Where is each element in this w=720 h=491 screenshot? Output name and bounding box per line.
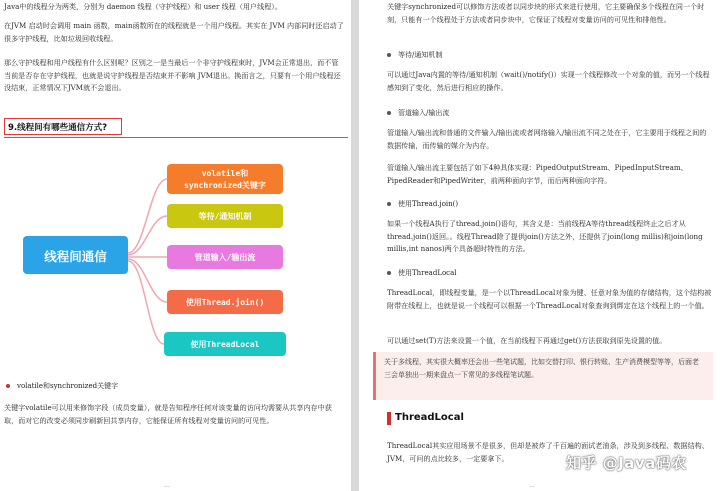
right-page-number: ...	[529, 482, 535, 489]
mindmap-center-label: 线程间通信	[44, 249, 107, 264]
bullet-volatile-label: volatile和synchronized关键字	[17, 382, 119, 390]
heading-accent-bar	[387, 412, 391, 425]
paragraph-thread-types: Java中的线程分为两类，分别为 daemon 线程（守护线程）和 user 线程（用户线程）。	[4, 2, 282, 11]
mindmap-node-wait-notify-label: 等待/通知机制	[198, 212, 252, 221]
bullet-volatile	[6, 381, 118, 392]
bullet-join	[387, 199, 458, 210]
bullet-threadlocal-label: 使用ThreadLocal	[398, 269, 457, 277]
bullet-pipe	[387, 108, 449, 119]
paragraph-jvm-startup: 在JVM 启动时会调用 main 函数，main函数所在的线程就是一个用户线程。其实在 JVM 内部同时还启动了很多守护线程，比如垃圾回收线程。	[4, 21, 344, 43]
bullet-dot-icon	[387, 111, 391, 115]
connector-volatile	[128, 179, 167, 253]
bullet-wait-notify	[387, 50, 442, 61]
section-heading: 9.线程间有哪些通信方式?	[4, 118, 122, 135]
paragraph-volatile: 关键字volatile可以用来修饰字段（成员变量），就是告知程序任何对该变量的访问均需要从共享内存中获取，而对它的改变必须同步刷新回共享内存，它能保证所有线程对变量访问的可见性。	[4, 403, 332, 425]
left-page-number: ...	[164, 482, 170, 489]
mindmap-connectors	[128, 179, 167, 344]
paragraph-daemon-difference: 那么守护线程和用户线程有什么区别呢？区别之一是当最后一个非守护线程束时，JVM会正常退出，而不管当前是否存在守护线程，也就是说守护线程是否结束并不影响 JVM退出。换而言之，只要有一个用户线程还没结束，正常情况下JVM就不会退出。	[4, 58, 341, 93]
bullet-pipe-label: 管道输入/输出流	[398, 109, 450, 117]
note-callout: 关于多线程，其实很大概率还会出一些笔试题，比如交替打印、银行转账、生产消费模型等等，后面老三会单独出一期来盘点一下常见的多线程笔试题。	[373, 352, 713, 400]
bullet-dot-icon	[6, 384, 10, 388]
right-page	[359, 0, 720, 491]
bullet-dot-icon	[387, 53, 391, 57]
paragraph-pipe-implementations: 管道输入/输出流主要包括了如下4种具体实现：PipedOutputStream、PipedInputStream、PipedReader和PipedWriter，前两种面向字节，而后两种面向字符。	[387, 163, 688, 185]
bullet-dot-icon	[387, 202, 391, 206]
connector-threadlocal	[128, 261, 164, 344]
paragraph-pipe-intro: 管道输入/输出流和普通的文件输入/输出流或者网络输入/输出流不同之处在于，它主要用于线程之间的数据传输，而传输的媒介为内存。	[387, 128, 707, 150]
paragraph-threadlocal-set-get: 可以通过set(T)方法来设置一个值，在当前线程下再通过get()方法获取到原先设置的值。	[387, 336, 667, 345]
zhihu-watermark: 知乎 @Java码农	[566, 454, 687, 472]
communication-mindmap	[20, 158, 300, 368]
mindmap-node-threadlocal-label: 使用ThreadLocal	[190, 340, 260, 349]
bullet-threadlocal	[387, 268, 457, 279]
mindmap-node-volatile-line2: synchronized关键字	[184, 181, 266, 190]
section-underline	[4, 137, 348, 138]
paragraph-threadlocal-usage: ThreadLocal其实应用场景不是很多，但却是被炸了千百遍的面试老油条，涉及到多线程、数据结构、JVM，可问的点比较多，一定要拿下。	[387, 441, 709, 463]
paragraph-synchronized: 关键字synchronized可以修饰方法或者以同步块的形式来进行使用，它主要确保多个线程在同一个时刻，只能有一个线程处于方法或者同步块中，它保证了线程对变量访问的可见性和排他性。	[387, 2, 705, 24]
bullet-dot-icon	[387, 271, 391, 275]
mindmap-node-join-label: 使用Thread.join()	[185, 298, 265, 307]
bullet-join-label: 使用Thread.join()	[398, 200, 459, 208]
paragraph-wait-notify: 可以通过Java内置的等待/通知机制（wait()/notify()）实现一个线程修改一个对象的值，而另一个线程感知到了变化，然后进行相应的操作。	[387, 70, 710, 92]
paragraph-threadlocal-definition: ThreadLocal，即线程变量，是一个以ThreadLocal对象为键、任意对象为值的存储结构，这个结构被附带在线程上，也就是说一个线程可以根据一个ThreadLocal对象查询到绑定在这个线程上的一个值。	[387, 288, 712, 310]
bullet-wait-notify-label: 等待/通知机制	[398, 51, 443, 59]
left-page	[0, 0, 351, 491]
section-heading-threadlocal: ThreadLocal	[395, 412, 464, 423]
mindmap-node-volatile-line1: volatile和	[201, 169, 249, 178]
mindmap-node-pipe-label: 管道输入/输出流	[194, 253, 256, 262]
paragraph-join: 如果一个线程A执行了thread.join()语句，其含义是：当前线程A等待thread线程终止之后才从thread.join()返回。。线程Thread除了提供join()方法之外，还提供了join(long millis)和join(long millis,int nanos)两个具备超时特性的方法。	[387, 219, 703, 254]
